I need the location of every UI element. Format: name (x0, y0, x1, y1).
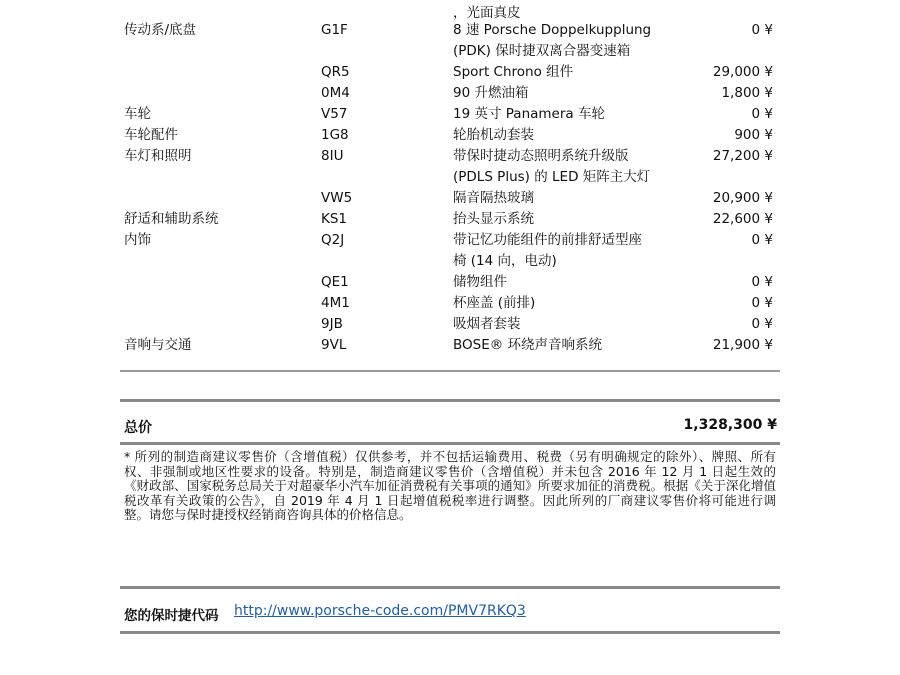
total-label: 总价 (124, 420, 152, 436)
option-description-line: 椅 (14 向，电动) (453, 253, 557, 269)
table-row (0, 272, 900, 293)
option-description-line: Sport Chrono 组件 (453, 64, 574, 80)
option-description (453, 335, 602, 356)
option-description (453, 293, 535, 314)
divider (120, 399, 780, 402)
option-code: KS1 (321, 211, 348, 227)
option-code: 1G8 (321, 127, 349, 143)
option-category: 传动系/底盘 (124, 22, 197, 38)
option-description-line: 隔音隔热玻璃 (453, 190, 534, 206)
option-code: QR5 (321, 64, 350, 80)
porsche-code-label: 您的保时捷代码 (124, 608, 219, 624)
option-code: 9VL (321, 337, 347, 353)
total-value: 1,328,300 ¥ (683, 417, 777, 433)
option-description-line: 储物组件 (453, 274, 507, 290)
option-list (0, 20, 900, 356)
option-price: 0 ¥ (751, 106, 773, 122)
option-code: 9JB (321, 316, 343, 332)
option-price: 29,000 ¥ (712, 64, 773, 80)
table-row (0, 62, 900, 83)
table-row (0, 314, 900, 335)
option-code: 0M4 (321, 85, 350, 101)
option-category: 车灯和照明 (124, 148, 192, 164)
option-description-line: 带记忆功能组件的前排舒适型座 (453, 232, 642, 248)
option-price: 0 ¥ (751, 316, 773, 332)
option-price: 27,200 ¥ (712, 148, 773, 164)
option-code: V57 (321, 106, 348, 122)
option-category: 舒适和辅助系统 (124, 211, 219, 227)
option-price: 1,800 ¥ (721, 85, 773, 101)
divider (120, 586, 780, 589)
option-price: 22,600 ¥ (712, 211, 773, 227)
option-description (453, 272, 507, 293)
option-category: 内饰 (124, 232, 151, 248)
option-description-line: (PDLS Plus) 的 LED 矩阵主大灯 (453, 169, 651, 185)
option-description-line: 吸烟者套装 (453, 316, 521, 332)
option-code: 8IU (321, 148, 344, 164)
option-code: Q2J (321, 232, 345, 248)
top-fragment-text: ，光面真皮 (453, 5, 521, 21)
option-description-line: 19 英寸 Panamera 车轮 (453, 106, 605, 122)
divider (120, 370, 780, 372)
option-description (453, 104, 605, 125)
option-code: VW5 (321, 190, 353, 206)
option-description-line: 轮胎机动套装 (453, 127, 534, 143)
divider (120, 631, 780, 634)
option-category: 音响与交通 (124, 337, 192, 353)
option-description (453, 188, 534, 209)
option-category: 车轮 (124, 106, 151, 122)
table-row (0, 188, 900, 209)
option-price: 0 ¥ (751, 295, 773, 311)
option-description-line: 抬头显示系统 (453, 211, 534, 227)
option-price: 21,900 ¥ (712, 337, 773, 353)
table-row (0, 125, 900, 146)
option-description-line: 带保时捷动态照明系统升级版 (453, 148, 629, 164)
option-category: 车轮配件 (124, 127, 178, 143)
table-row (0, 104, 900, 125)
table-row (0, 83, 900, 104)
porsche-code-link[interactable]: http://www.porsche-code.com/PMV7RKQ3 (234, 603, 526, 619)
option-description (453, 146, 650, 188)
table-row (0, 146, 900, 188)
footnote: * 所列的制造商建议零售价（含增值税）仅供参考，并不包括运输费用、税费（另有明确规定的除外）、牌照、所有权、非强制或地区性要求的设备。特别是，制造商建议零售价（含增值税）并未包含 2016 年 12 月 1 日起生效的《财政部、国家税务总局关于对超豪华小汽车加征消费税有关事项的通知》所要求加征的消费税。根据《关于深化增值税改革有关政策的公告》，自 2019 年 4 月 1 日起增值税税率进行调整。因此所列的厂商建议零售价将可能进行调整。请您与保时捷授权经销商咨询具体的价格信息。 (124, 449, 776, 523)
divider (120, 442, 780, 445)
option-description (453, 209, 534, 230)
table-row (0, 335, 900, 356)
option-price: 20,900 ¥ (712, 190, 773, 206)
option-price: 0 ¥ (751, 22, 773, 38)
option-description-line: 90 升燃油箱 (453, 85, 529, 101)
option-description-line: 8 速 Porsche Doppelkupplung (453, 22, 652, 38)
option-price: 0 ¥ (751, 274, 773, 290)
option-price: 900 ¥ (734, 127, 773, 143)
option-description-line: 杯座盖 (前排) (453, 295, 536, 311)
table-row (0, 209, 900, 230)
option-code: QE1 (321, 274, 349, 290)
option-description-line: BOSE® 环绕声音响系统 (453, 337, 603, 353)
option-description (453, 20, 651, 62)
option-price: 0 ¥ (751, 232, 773, 248)
option-description (453, 230, 642, 272)
option-description-line: (PDK) 保时捷双离合器变速箱 (453, 43, 631, 59)
option-description (453, 125, 534, 146)
option-description (453, 83, 528, 104)
table-row (0, 230, 900, 272)
option-code: G1F (321, 22, 348, 38)
option-description (453, 62, 573, 83)
table-row (0, 293, 900, 314)
option-code: 4M1 (321, 295, 350, 311)
option-description (453, 314, 521, 335)
table-row (0, 20, 900, 62)
